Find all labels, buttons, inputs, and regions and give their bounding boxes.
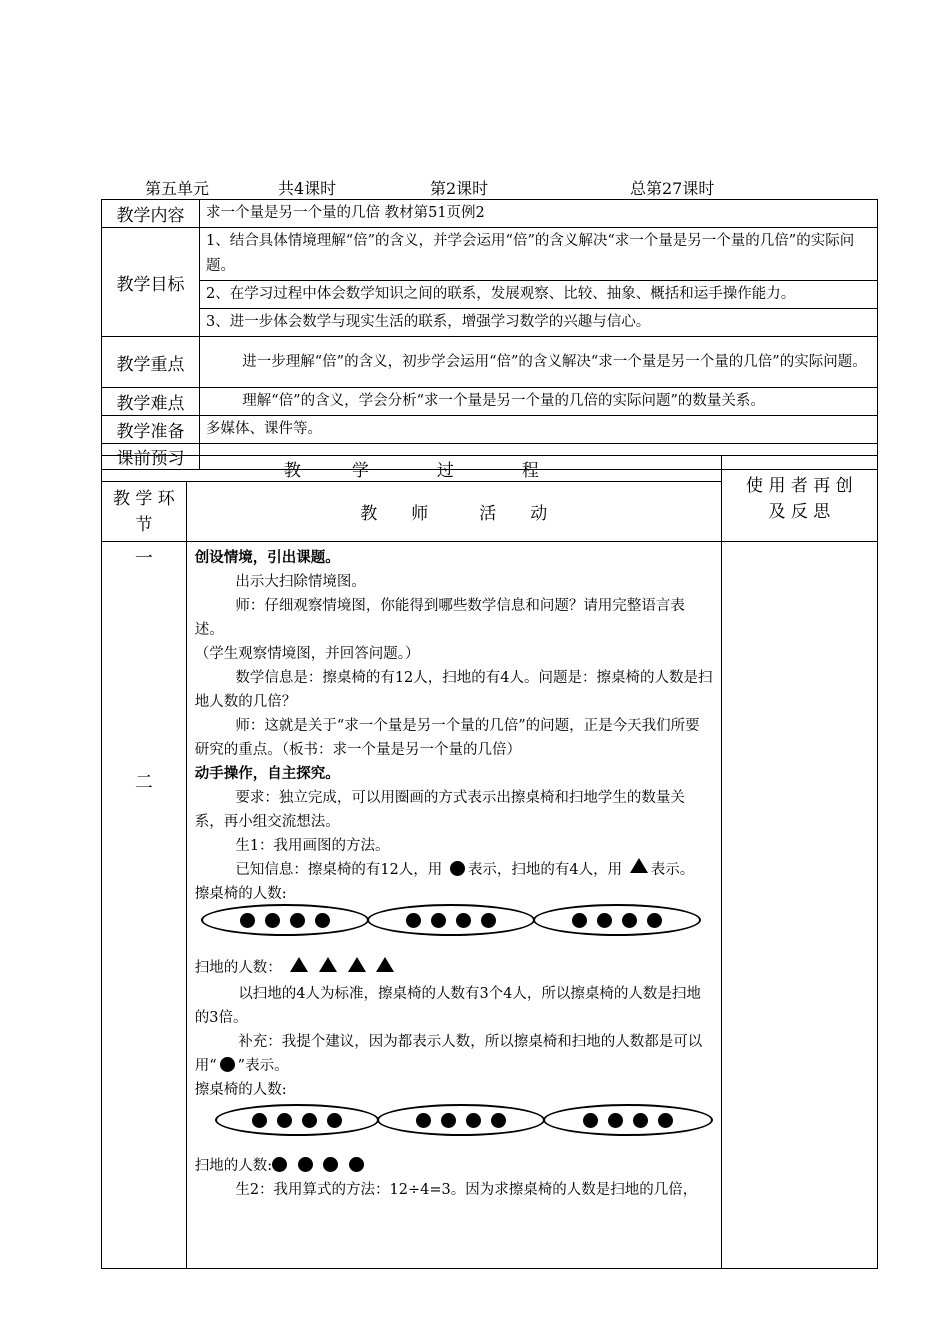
- oval-group: [215, 1104, 379, 1136]
- circle-icon: [272, 1157, 287, 1172]
- process-title: 教 学 过 程: [102, 456, 722, 482]
- difficulty-label: 教学难点: [102, 388, 200, 416]
- reflect-column: [721, 542, 877, 1269]
- goal-1: 1、结合具体情境理解“倍”的含义，并学会运用“倍”的含义解决“求一个量是另一个量的几倍”的实际问题。: [200, 228, 878, 281]
- triangle-icon: [290, 957, 308, 972]
- goal-label: 教学目标: [102, 228, 200, 337]
- info-table: [101, 199, 878, 470]
- line-13: 擦桌椅的人数:: [194, 1082, 287, 1098]
- oval-group: [543, 1104, 713, 1136]
- line-14-label: 扫地的人数:: [194, 1158, 273, 1174]
- stage-column: [102, 542, 187, 1269]
- preview-label: 课前预习: [102, 444, 200, 470]
- stage-1: 一: [134, 548, 153, 569]
- header-lesson-no: 第2课时: [430, 179, 489, 198]
- line-6: 要求：独立完成，可以用圈画的方式表示出擦桌椅和扫地学生的数量关系，再小组交流想法。: [194, 790, 685, 830]
- heading-2: 动手操作，自主探究。: [194, 765, 340, 782]
- oval-group: [201, 904, 369, 936]
- content-value: 求一个量是另一个量的几倍 教材第51页例2: [200, 200, 878, 228]
- line-10: [195, 956, 713, 980]
- line-8c: 表示。: [650, 862, 695, 878]
- line-2: 师：仔细观察情境图，你能得到哪些数学信息和问题？请用完整语言表述。: [194, 598, 685, 638]
- line-15: 生2：我用算式的方法：12÷4=3。因为求擦桌椅的人数是扫地的几倍，: [235, 1182, 698, 1198]
- wiping-group-diagram-2: [215, 1098, 713, 1142]
- circle-icon: [298, 1157, 313, 1172]
- header-unit: 第五单元: [145, 179, 210, 198]
- triangle-icon: [348, 957, 366, 972]
- prep-label: 教学准备: [102, 416, 200, 444]
- oval-group: [367, 904, 535, 936]
- teacher-activity: [186, 542, 721, 1269]
- header-overall: 总第27课时: [630, 179, 715, 198]
- line-3: （学生观察情境图，并回答问题。）: [194, 646, 420, 662]
- line-7: 生1：我用画图的方法。: [235, 838, 390, 854]
- goal-3: 3、进一步体会数学与现实生活的联系，增强学习数学的兴趣与信心。: [200, 309, 878, 337]
- line-4: 数学信息是：擦桌椅的有12人，扫地的有4人。问题是：擦桌椅的人数是扫地人数的几倍？: [194, 670, 713, 710]
- circle-symbol-icon: [220, 1057, 235, 1072]
- key-label: 教学重点: [102, 337, 200, 388]
- oval-group: [533, 904, 701, 936]
- line-5: 师：这就是关于“求一个量是另一个量的几倍”的问题，正是今天我们所要研究的重点。（板书：求一个量是另一个量的几倍）: [194, 718, 700, 758]
- heading-1: 创设情境，引出课题。: [194, 549, 340, 566]
- line-12a: 补充：我提个建议，因为都表示人数，所以擦桌椅和扫地的人数都是可以用“: [194, 1034, 703, 1074]
- line-14: [195, 1154, 713, 1178]
- reflect-label: 使 用 者 再 创 及 反 思: [721, 456, 877, 542]
- circle-icon: [349, 1157, 364, 1172]
- stage-2: 二: [134, 772, 153, 793]
- line-1: 出示大扫除情境图。: [235, 574, 366, 590]
- line-8b: 表示，扫地的有4人，用: [467, 862, 623, 878]
- line-8: [195, 858, 713, 882]
- stage-label: 教 学 环 节: [102, 482, 187, 542]
- process-table: [101, 455, 878, 1269]
- triangle-icon: [319, 957, 337, 972]
- oval-group: [377, 1104, 545, 1136]
- line-8a: 已知信息：擦桌椅的有12人，用: [235, 862, 443, 878]
- goal-2: 2、在学习过程中体会数学知识之间的联系，发展观察、比较、抽象、概括和运手操作能力。: [200, 281, 878, 309]
- line-9: 擦桌椅的人数:: [194, 886, 287, 902]
- key-value: 进一步理解“倍”的含义，初步学会运用“倍”的含义解决“求一个量是另一个量的几倍”的实际问题。: [200, 337, 878, 388]
- circle-icon: [323, 1157, 338, 1172]
- line-11: 以扫地的4人为标准，擦桌椅的人数有3个4人，所以擦桌椅的人数是扫地的3倍。: [194, 986, 701, 1026]
- header-total-lessons: 共4课时: [278, 179, 337, 198]
- triangle-icon: [376, 957, 394, 972]
- line-10-label: 扫地的人数：: [194, 960, 282, 976]
- prep-value: 多媒体、课件等。: [200, 416, 878, 444]
- circle-symbol-icon: [450, 861, 465, 876]
- triangle-symbol-icon: [630, 858, 648, 873]
- line-12b: ”表示。: [237, 1058, 289, 1074]
- content-label: 教学内容: [102, 200, 200, 228]
- wiping-group-diagram: [201, 898, 713, 942]
- difficulty-value: 理解“倍”的含义，学会分析“求一个量是另一个量的几倍的实际问题”的数量关系。: [200, 388, 878, 416]
- line-12: [195, 1030, 713, 1078]
- teacher-label: 教 师 活 动: [186, 482, 721, 542]
